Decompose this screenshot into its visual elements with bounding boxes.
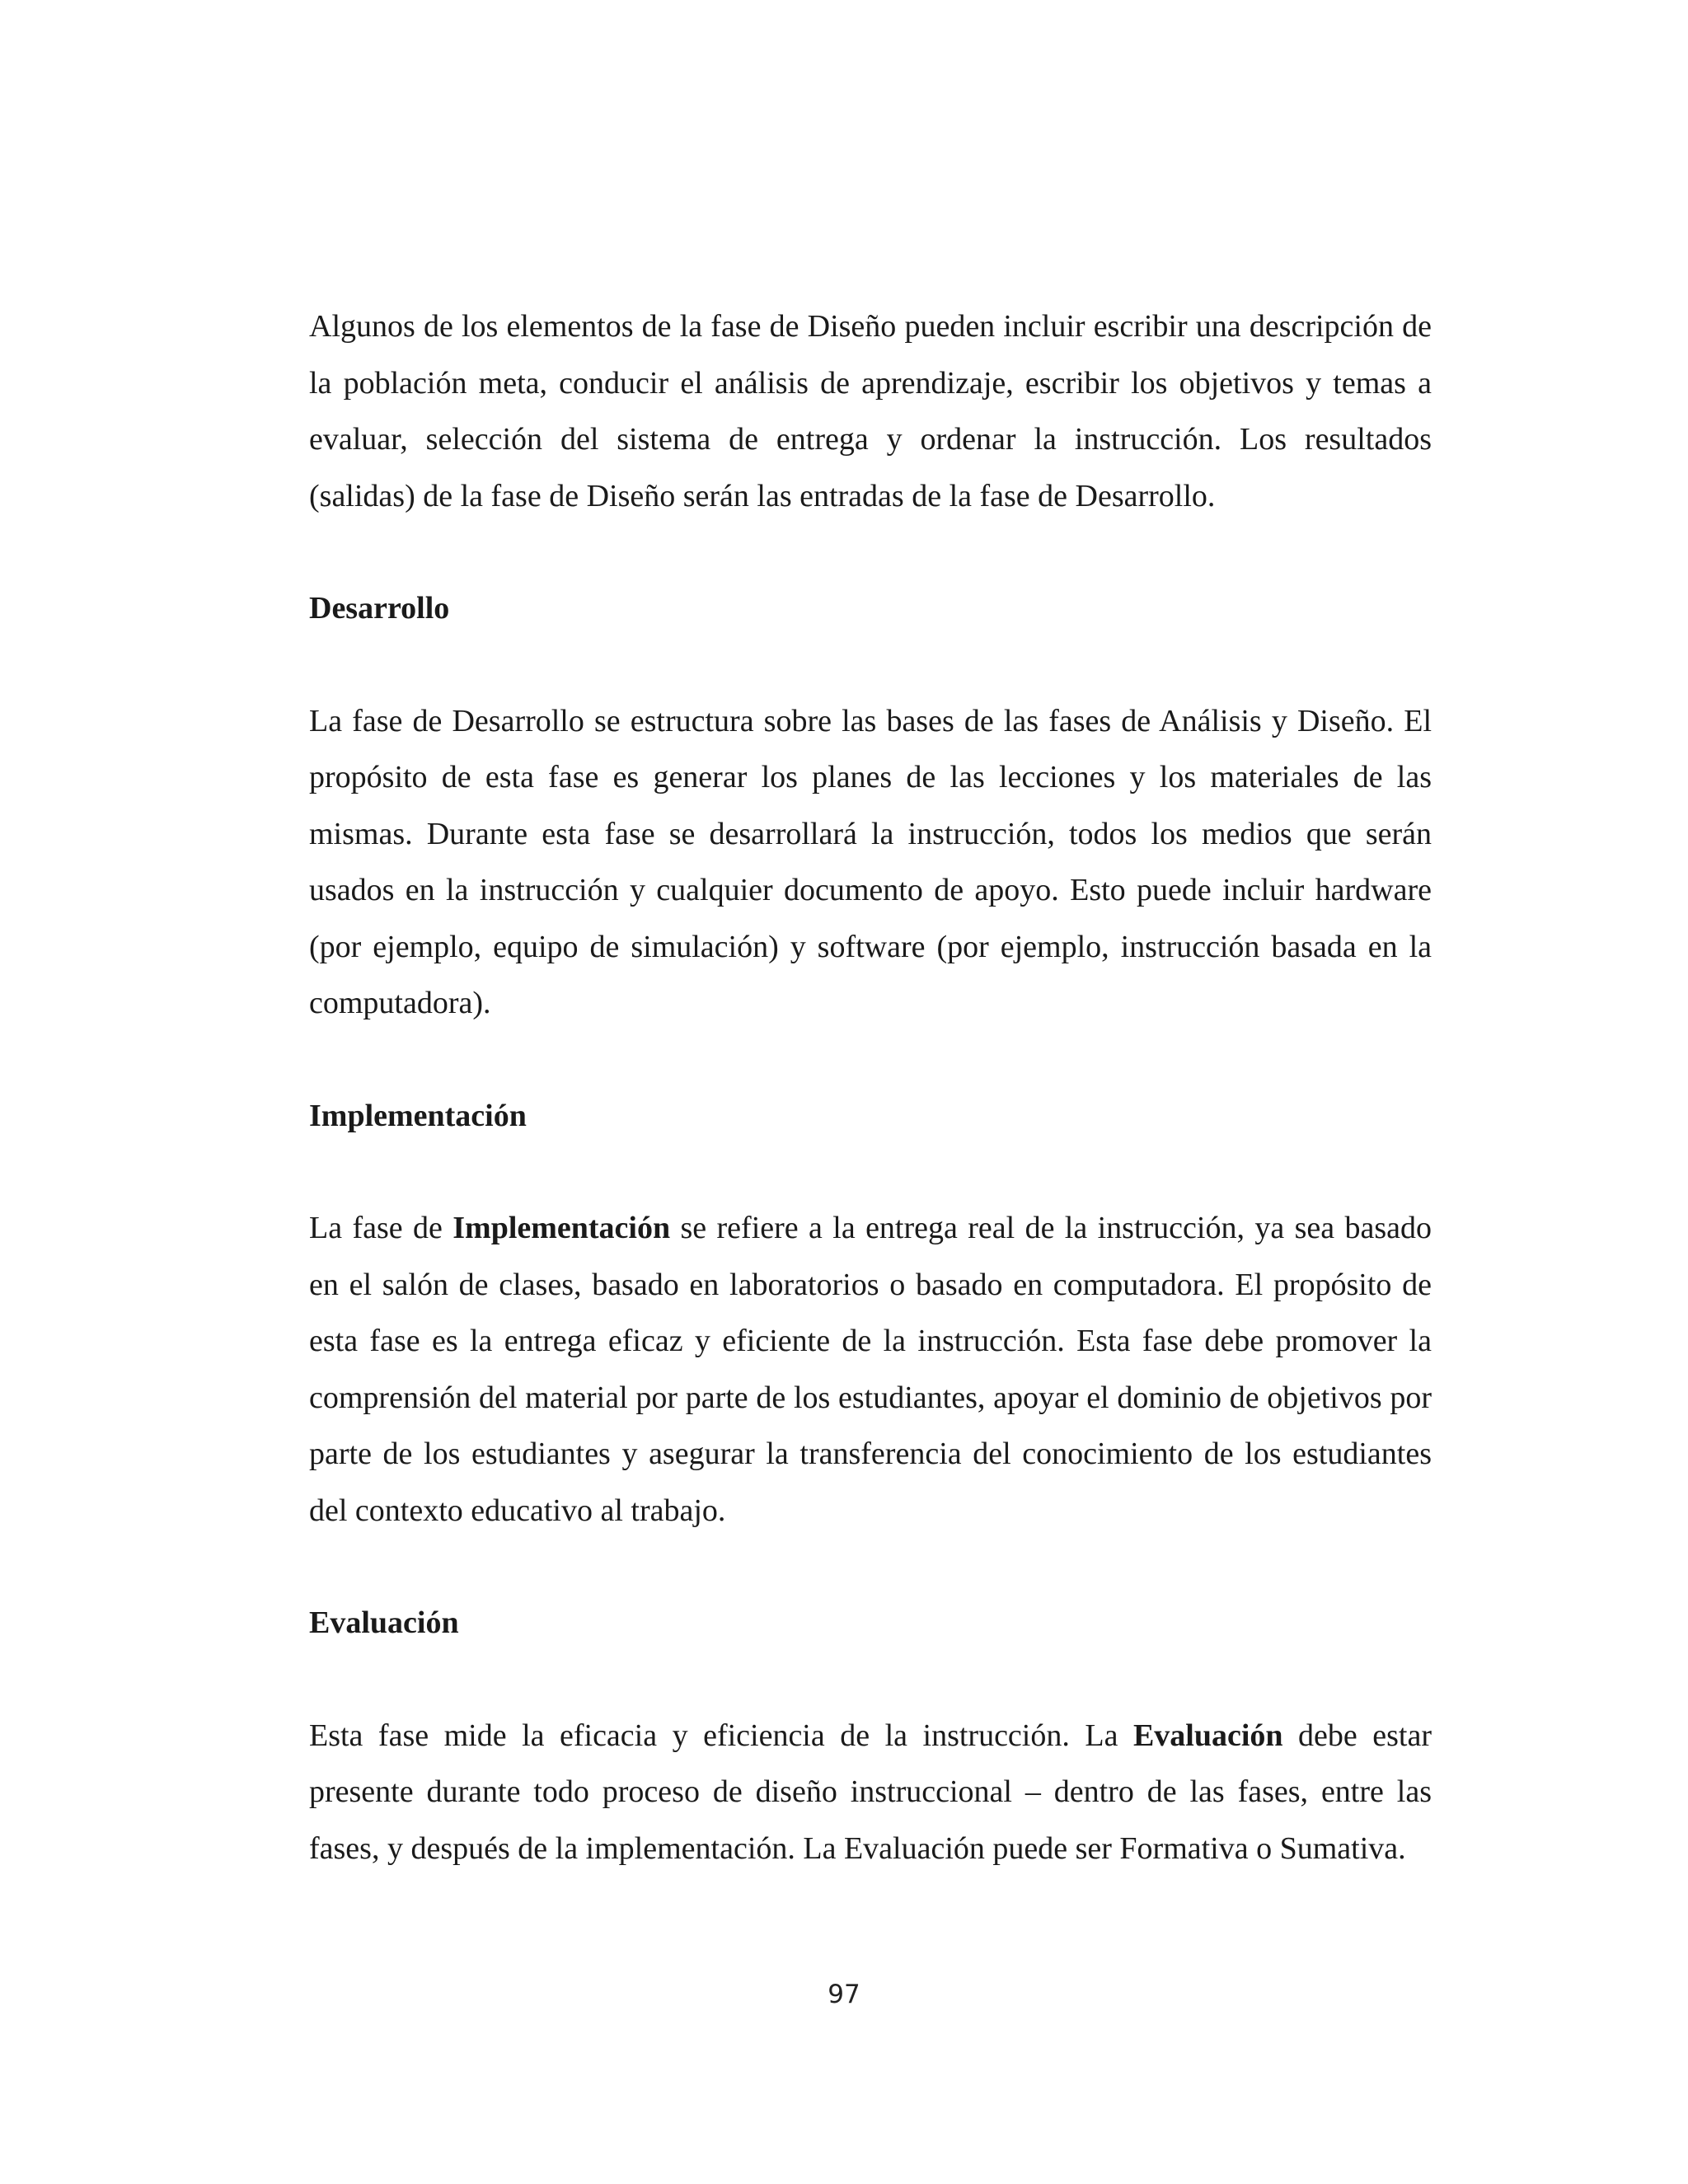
paragraph-implementacion-rest: se refiere a la entrega real de la instrucción, ya sea basado en el salón de clases, basado en laboratorios o basado en computadora. El propósito de esta fase es la entrega eficaz y eficiente de la instrucción. Esta fase debe promover la comprensión del material por parte de los estudiantes, apoyar el dominio de objetivos por parte de los estudiantes y asegurar la transferencia del conocimiento de los estudiantes del contexto educativo al trabajo. — [309, 1211, 1432, 1528]
page-number: 97 — [828, 1980, 860, 2009]
paragraph-implementacion-lead: La fase de — [309, 1211, 453, 1245]
heading-desarrollo: Desarrollo — [309, 591, 450, 626]
paragraph-evaluacion — [309, 1708, 1432, 1877]
paragraph-evaluacion-lead: Esta fase mide la eficacia y eficiencia de la instrucción. La — [309, 1718, 1133, 1753]
paragraph-implementacion — [309, 1200, 1432, 1539]
paragraph-evaluacion-bold-term: Evaluación — [1132, 1718, 1283, 1753]
paragraph-evaluacion-rest: debe estar presente durante todo proceso de diseño instruccional – dentro de las fases, entre las fases, y después de la implementación. La Evaluación puede ser Formativa o Sumativa. — [309, 1718, 1432, 1866]
heading-evaluacion: Evaluación — [309, 1605, 459, 1640]
paragraph-desarrollo: La fase de Desarrollo se estructura sobre las bases de las fases de Análisis y Diseño. El propósito de esta fase es generar los planes de las lecciones y los materiales de las mismas. Durante esta fase se desarrollará la instrucción, todos los medios que serán usados en la instrucción y cualquier documento de apoyo. Esto puede incluir hardware (por ejemplo, equipo de simulación) y software (por ejemplo, instrucción basada en la computadora). — [309, 703, 1432, 1020]
paragraph-diseno: Algunos de los elementos de la fase de Diseño pueden incluir escribir una descripción de la población meta, conducir el análisis de aprendizaje, escribir los objetivos y temas a evaluar, selección del sistema de entrega y ordenar la instrucción. Los resultados (salidas) de la fase de Diseño serán las entradas de la fase de Desarrollo. — [309, 309, 1432, 513]
heading-implementacion: Implementación — [309, 1098, 527, 1133]
page-body — [309, 298, 1432, 1877]
paragraph-implementacion-bold-term: Implementación — [452, 1211, 671, 1245]
